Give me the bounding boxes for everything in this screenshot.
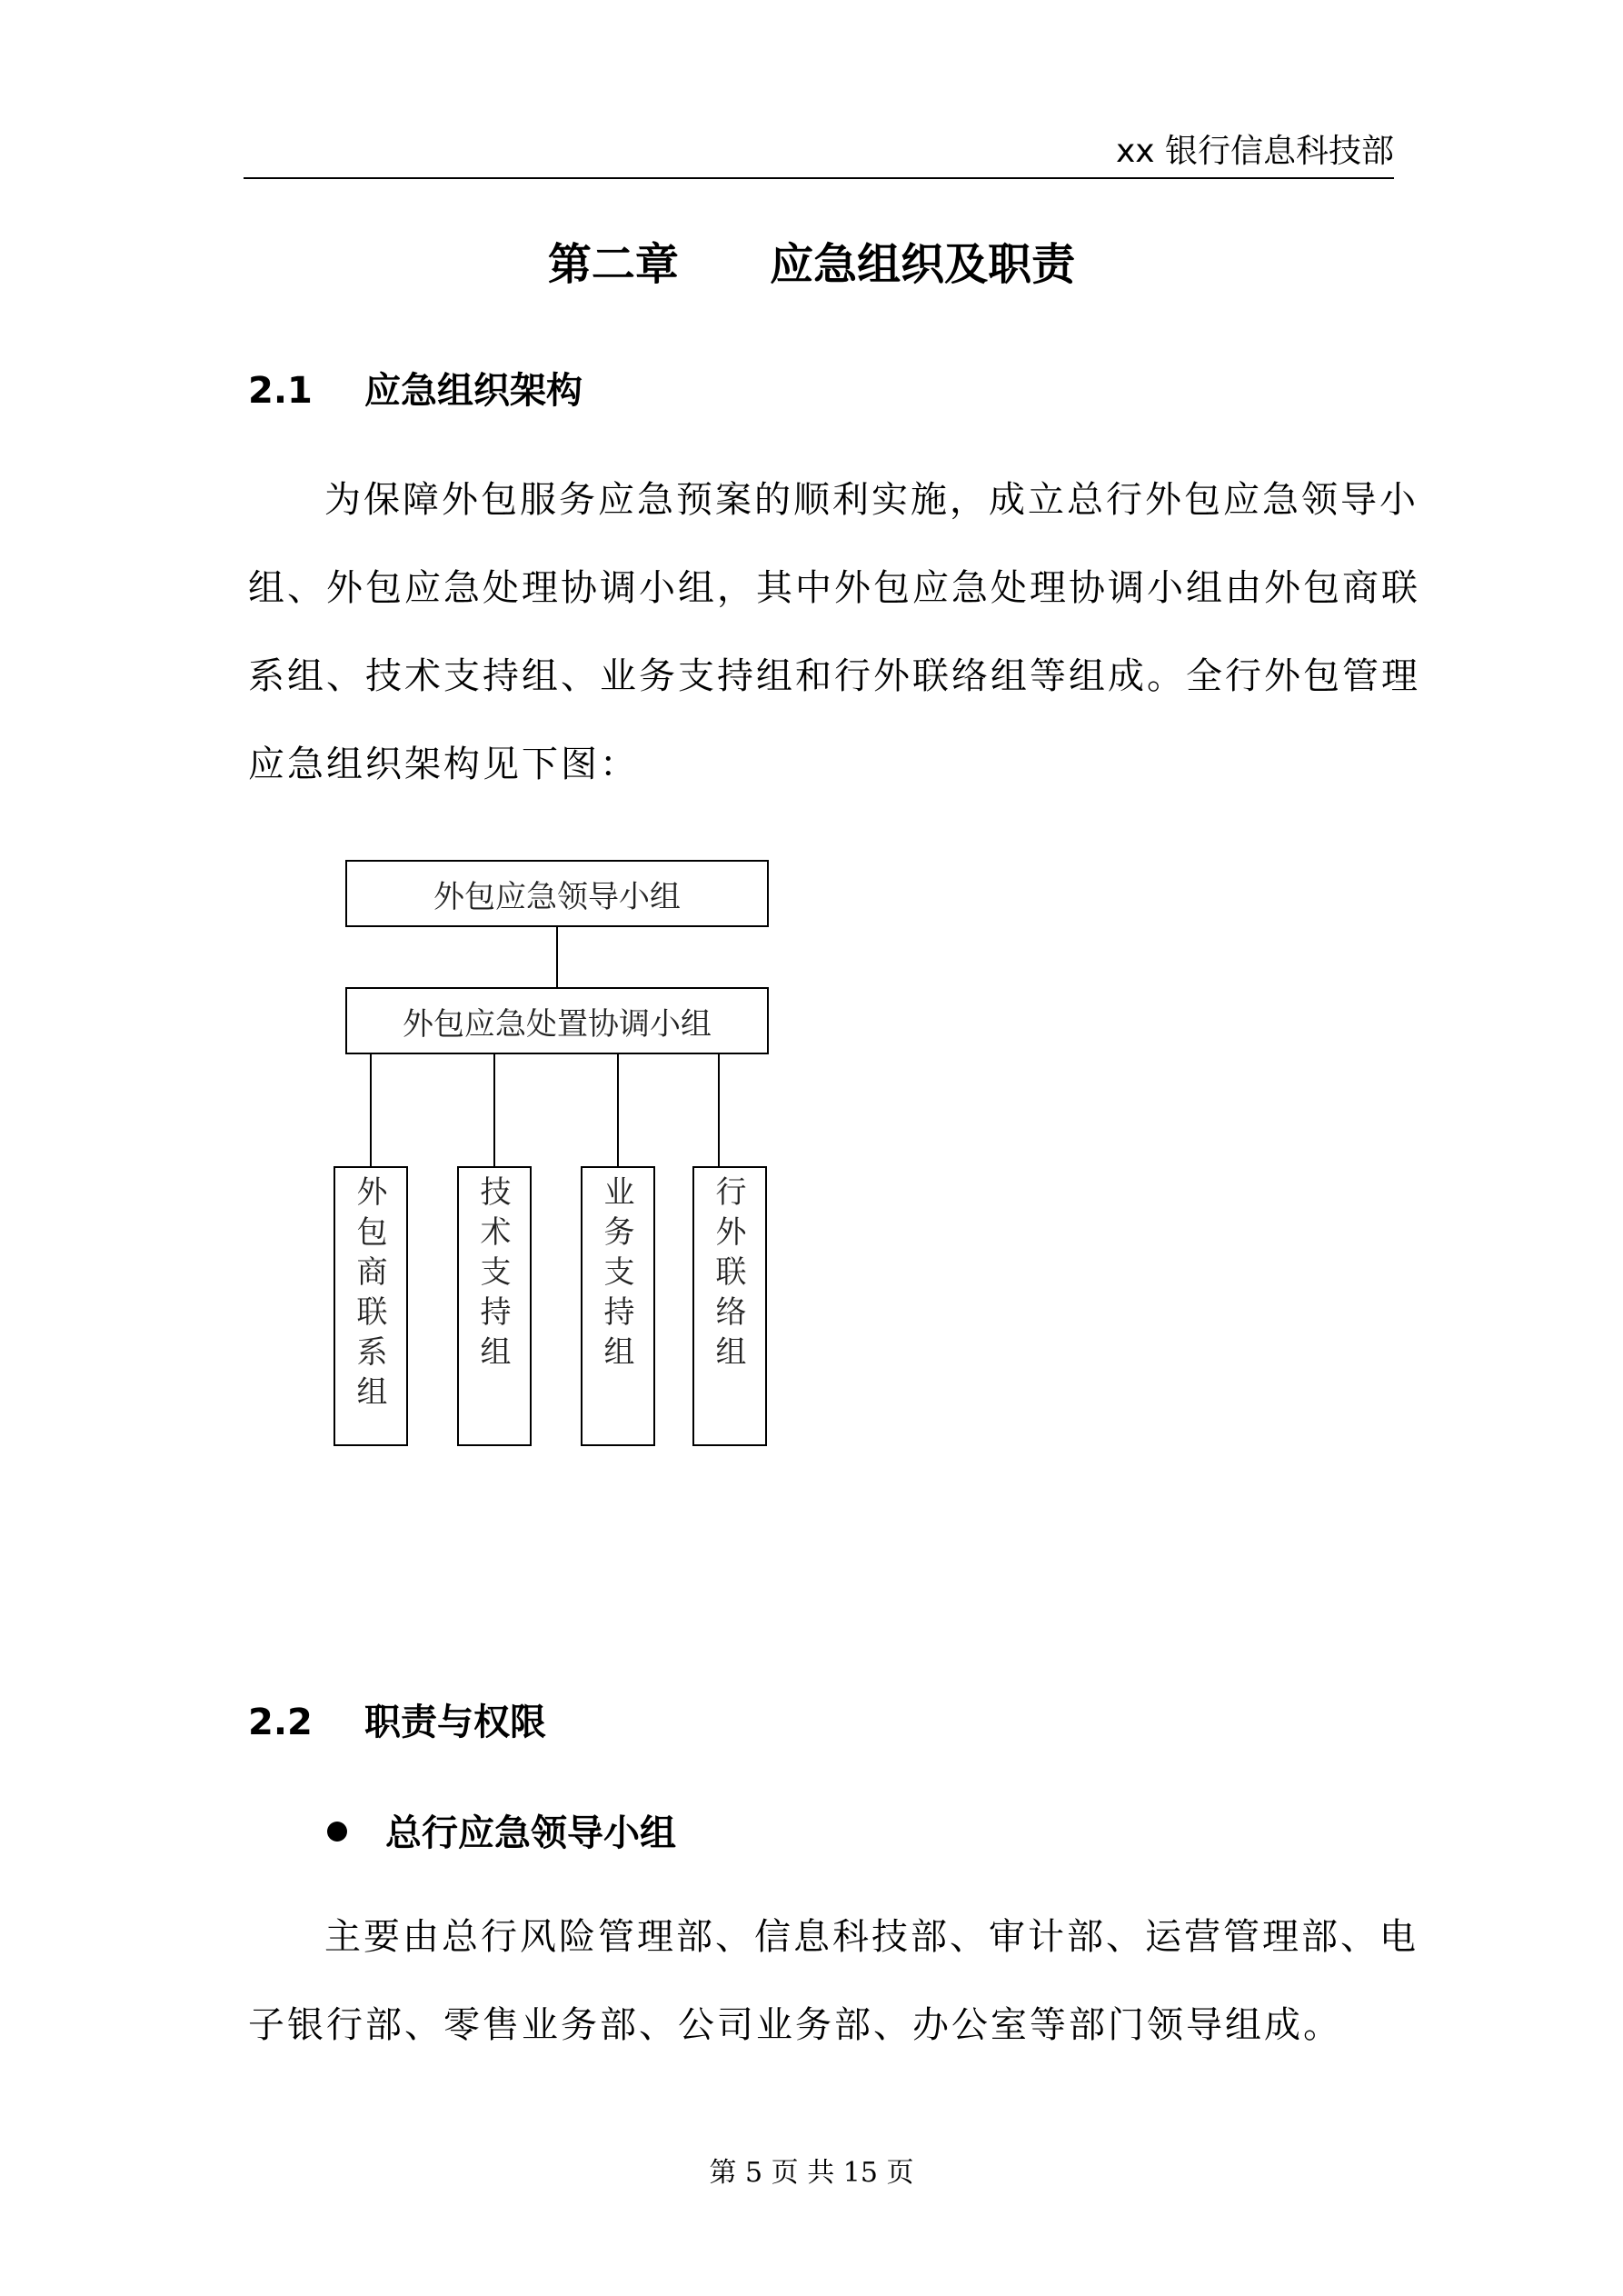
paragraph-line: 为保障外包服务应急预案的顺利实施，成立总行外包应急领导小	[324, 479, 1419, 521]
connector-line	[556, 927, 558, 987]
org-box-leadership: 外包应急领导小组	[345, 860, 769, 927]
section-number: 2.2	[248, 1702, 313, 1743]
org-box-coordination: 外包应急处置协调小组	[345, 987, 769, 1054]
org-box-tech-support: 技术支持组	[457, 1166, 532, 1446]
page-footer: 第 5 页 共 15 页	[709, 2157, 914, 2189]
connector-line	[370, 1054, 372, 1166]
paragraph-line: 系组、技术支持组、业务支持组和行外联络组等组成。全行外包管理	[248, 655, 1420, 697]
org-box-vendor-contact: 外包商联系组	[334, 1166, 408, 1446]
paragraph-leadership-desc	[248, 1893, 1419, 2070]
bullet-heading	[327, 1804, 676, 1856]
section-title: 职责与权限	[364, 1702, 546, 1743]
paragraph-intro	[248, 456, 1420, 809]
paragraph-line: 应急组织架构见下图：	[248, 744, 639, 785]
bullet-text: 总行应急领导小组	[385, 1812, 676, 1854]
connector-line	[617, 1054, 619, 1166]
chapter-title: 第二章 应急组织及职责	[547, 239, 1076, 290]
bullet-icon	[327, 1822, 347, 1842]
header-org-name: xx 银行信息科技部	[1115, 133, 1394, 170]
section-title: 应急组织架构	[364, 370, 582, 412]
connector-line	[493, 1054, 495, 1166]
section-heading-2-2	[248, 1693, 546, 1745]
section-heading-2-1	[248, 362, 582, 414]
org-box-external-liaison: 行外联络组	[692, 1166, 767, 1446]
org-box-business-support: 业务支持组	[581, 1166, 655, 1446]
section-number: 2.1	[248, 370, 313, 412]
paragraph-line: 组、外包应急处理协调小组，其中外包应急处理协调小组由外包商联	[248, 567, 1420, 609]
connector-line	[718, 1054, 720, 1166]
paragraph-line: 子银行部、零售业务部、公司业务部、办公室等部门领导组成。	[248, 2004, 1342, 2046]
paragraph-line: 主要由总行风险管理部、信息科技部、审计部、运营管理部、电	[324, 1916, 1419, 1958]
header-divider	[244, 177, 1394, 179]
